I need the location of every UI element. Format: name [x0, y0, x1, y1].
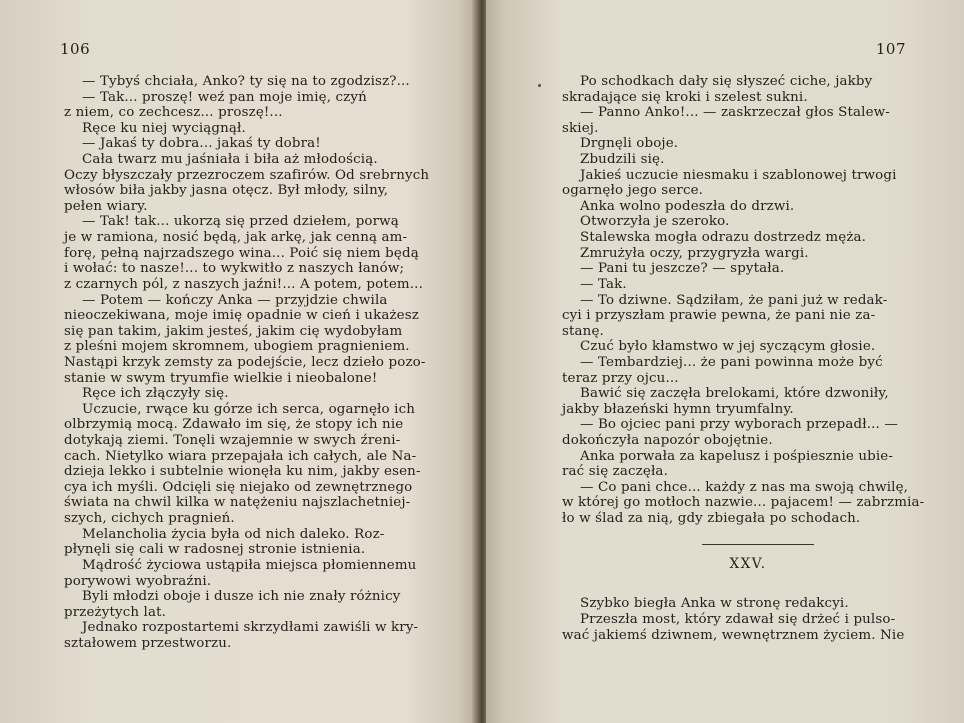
text-line: Anka porwała za kapelusz i pośpiesznie ubie-: [580, 448, 894, 464]
text-line: szych, cichych pragnień.: [64, 511, 235, 527]
text-line: w której go motłoch nazwie... pajacem! — zabrzmia-: [562, 495, 925, 511]
text-line: Nastąpi krzyk zemsty za podejście, lecz dzieło pozo-: [64, 354, 426, 370]
text-line: Przeszła most, który zdawał się drżeć i pulso-: [580, 611, 896, 627]
text-line: skradające się kroki i szelest sukni.: [562, 89, 808, 105]
text-line: cach. Nietylko wiara przepajała ich całych, ale Na-: [64, 448, 417, 464]
text-line: z czarnych pól, z naszych jaźni!... A potem, potem...: [64, 276, 423, 292]
text-line: pełen wiary.: [64, 198, 148, 214]
text-line: — Tak! tak... ukorzą się przed dziełem, porwą: [82, 214, 399, 230]
text-line: — Bo ojciec pani przy wyborach przepadł... —: [580, 417, 898, 433]
text-line: Byli młodzi oboje i dusze ich nie znały różnicy: [82, 589, 401, 605]
text-line: — To dziwne. Sądziłam, że pani już w redak-: [580, 292, 888, 308]
text-line: cyi i przyszłam prawie pewna, że pani nie za-: [562, 308, 876, 324]
text-line: je w ramiona, nosić będą, jak arkę, jak cenną am-: [64, 230, 408, 246]
page-number-right: 107: [875, 40, 906, 58]
text-line: dotykają ziemi. Tonęli wzajemnie w swych źreni-: [64, 433, 401, 449]
text-line: przeżytych lat.: [64, 604, 167, 620]
text-line: teraz przy ojcu...: [562, 370, 679, 386]
text-block-before-chapter: [562, 74, 954, 527]
text-line: Melancholia życia była od nich daleko. Roz-: [82, 526, 385, 542]
text-line: Zmrużyła oczy, przygryzła wargi.: [580, 245, 809, 261]
text-block-after-chapter: [562, 596, 954, 643]
text-line: Drgnęli oboje.: [580, 136, 679, 152]
text-line: świata na chwil kilka w natężeniu najszlachetniej-: [64, 495, 411, 511]
text-line: stanie w swym tryumfie wielkie i nieobalone!: [64, 370, 378, 386]
text-line: — Tybyś chciała, Anko? ty się na to zgodzisz?...: [82, 74, 410, 89]
text-line: cya ich myśli. Odcięli się niejako od zewnętrznego: [64, 479, 413, 495]
text-line: nieoczekiwana, moje imię opadnie w cień i ukażesz: [64, 308, 419, 324]
text-line: rać się zaczęła.: [562, 464, 668, 480]
text-line: ształowem przestworzu.: [64, 635, 232, 651]
text-line: Mądrość życiowa ustąpiła miejsca płomiennemu: [82, 557, 417, 573]
text-line: włosów biła jakby jasna otęcz. Był młody, silny,: [64, 183, 389, 199]
right-page: [486, 0, 964, 723]
text-line: Ręce ich złączyły się.: [82, 386, 229, 402]
text-line: — Panno Anko!... — zaskrzeczał głos Stalew-: [580, 105, 890, 121]
text-line: dokończyła napozór obojętnie.: [562, 433, 773, 449]
text-line: Jakieś uczucie niesmaku i szablonowej trwogi: [580, 167, 897, 183]
text-line: — Jakaś ty dobra... jakaś ty dobra!: [82, 136, 321, 152]
text-line: — Potem — kończy Anka — przyjdzie chwila: [82, 292, 388, 308]
text-line: — Pani tu jeszcze? — spytała.: [580, 261, 785, 277]
text-line: — Tak.: [580, 276, 627, 292]
text-line: płynęli się cali w radosnej stronie istnienia.: [64, 542, 366, 558]
text-line: jakby błazeński hymn tryumfalny.: [562, 401, 794, 417]
text-line: olbrzymią mocą. Zdawało im się, że stopy ich nie: [64, 417, 404, 433]
text-line: i wołać: to nasze!... to wykwitło z naszych łanów;: [64, 261, 405, 277]
text-line: Cała twarz mu jaśniała i biła aż młodością.: [82, 152, 378, 168]
text-line: wać jakiemś dziwnem, wewnętrznem życiem. Nie: [562, 627, 905, 643]
page-number-left: 106: [60, 40, 91, 58]
text-line: Anka wolno podeszła do drzwi.: [580, 198, 795, 214]
text-line: z pleśni mojem skromnem, ubogiem pragnieniem.: [64, 339, 410, 355]
print-speck: [538, 84, 541, 87]
text-line: Oczy błyszczały przezroczem szafirów. Od srebrnych: [64, 167, 430, 183]
left-page: [0, 0, 478, 723]
text-line: stanę.: [562, 323, 604, 339]
text-line: Czuć było kłamstwo w jej syczącym głosie.: [580, 339, 876, 355]
text-line: porywowi wyobraźni.: [64, 573, 212, 589]
chapter-separator-rule: [702, 544, 814, 545]
right-page-text: [562, 74, 954, 643]
text-line: Szybko biegła Anka w stronę redakcyi.: [580, 596, 849, 612]
text-line: Stalewska mogła odrazu dostrzedz męża.: [580, 230, 867, 246]
text-line: ło w ślad za nią, gdy zbiegała po schodach.: [562, 511, 861, 527]
text-line: dzieja lekko i subtelnie wionęła ku nim, jakby esen-: [64, 464, 421, 480]
text-line: Po schodkach dały się słyszeć ciche, jakby: [580, 74, 873, 89]
text-line: Bawić się zaczęła brelokami, które dzwoniły,: [580, 386, 889, 402]
text-line: — Tak... proszę! weź pan moje imię, czyń: [82, 89, 367, 105]
text-line: — Tembardziej... że pani powinna może być: [580, 354, 883, 370]
text-line: ogarnęło jego serce.: [562, 183, 704, 199]
text-line: forę, pełną najrzadszego wina... Poić się niem będą: [64, 245, 419, 261]
text-line: z niem, co zechcesz... proszę!...: [64, 105, 283, 121]
text-line: się pan takim, jakim jesteś, jakim cię wydobyłam: [64, 323, 403, 339]
chapter-heading: XXV.: [729, 555, 767, 572]
text-line: — Co pani chce... każdy z nas ma swoją chwilę,: [580, 479, 909, 495]
text-line: Uczucie, rwące ku górze ich serca, ogarnęło ich: [82, 401, 416, 417]
text-line: Ręce ku niej wyciągnął.: [82, 120, 246, 136]
text-line: skiej.: [562, 120, 599, 136]
text-line: Zbudzili się.: [580, 152, 665, 168]
text-line: Otworzyła je szeroko.: [580, 214, 730, 230]
text-line: Jednako rozpostartemi skrzydłami zawiśli w kry-: [82, 620, 419, 636]
left-page-text: [64, 74, 450, 652]
